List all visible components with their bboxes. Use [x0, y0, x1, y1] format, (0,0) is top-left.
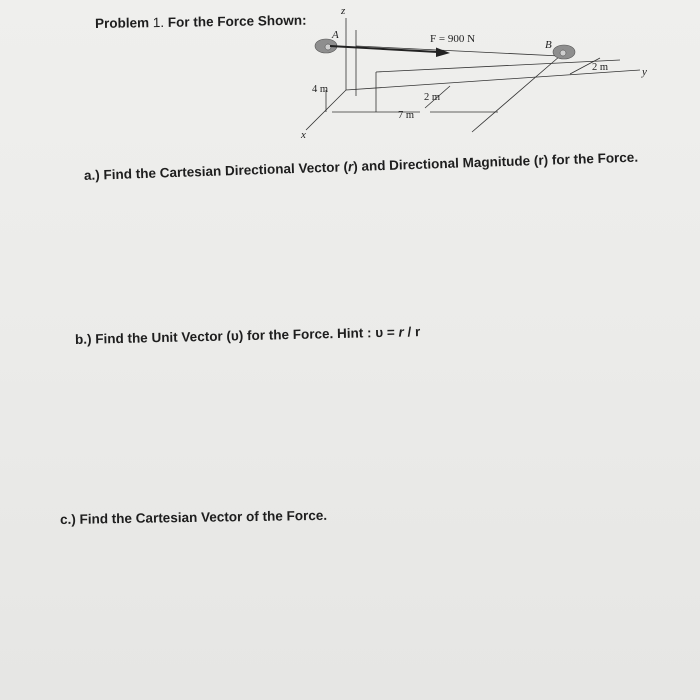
point-a-label: A: [332, 29, 339, 41]
question-a-symbol: r: [347, 159, 354, 175]
question-b-rest: ) for the Force. Hint :: [238, 325, 376, 344]
mount-b-bolt-icon: [560, 50, 566, 56]
dim-y-offset-label: 2 m: [592, 62, 609, 73]
hint-formula-op: =: [382, 324, 399, 341]
point-b-label: B: [545, 39, 552, 51]
question-a: [84, 150, 639, 183]
hint-formula-numerator: r: [398, 324, 404, 340]
dim-x-offset-label: 2 m: [424, 92, 441, 103]
force-diagram: [290, 0, 670, 145]
problem-heading: [95, 13, 307, 31]
hint-formula-denominator: / r: [403, 324, 421, 340]
question-c: c.) Find the Cartesian Vector of the Force.: [59, 507, 328, 527]
top-frame-line: [356, 46, 560, 56]
upper-guide-line: [376, 60, 620, 72]
dim-height-label: 4 m: [312, 84, 329, 95]
diagonal-guide-2: [472, 56, 560, 132]
x-axis-label: x: [301, 129, 306, 141]
problem-number: 1.: [152, 14, 165, 31]
force-arrow-head-icon: [436, 48, 450, 58]
hint-formula-lhs: υ: [375, 325, 384, 341]
y-axis-label: y: [642, 66, 647, 78]
question-b-prefix: b.) Find the Unit Vector (: [74, 328, 232, 347]
problem-title: For the Force Shown:: [167, 12, 307, 30]
y-axis-line: [346, 70, 640, 90]
question-b: [75, 324, 421, 347]
force-label: F = 900 N: [430, 33, 476, 45]
dim-length-label: 7 m: [398, 110, 415, 121]
z-axis-label: z: [341, 5, 346, 17]
question-a-rest: ) and Directional Magnitude (r) for the Force.: [352, 149, 639, 175]
question-a-prefix: a.) Find the Cartesian Directional Vector (: [83, 159, 349, 183]
problem-label: Problem: [94, 15, 150, 31]
question-b-symbol: υ: [230, 328, 239, 344]
